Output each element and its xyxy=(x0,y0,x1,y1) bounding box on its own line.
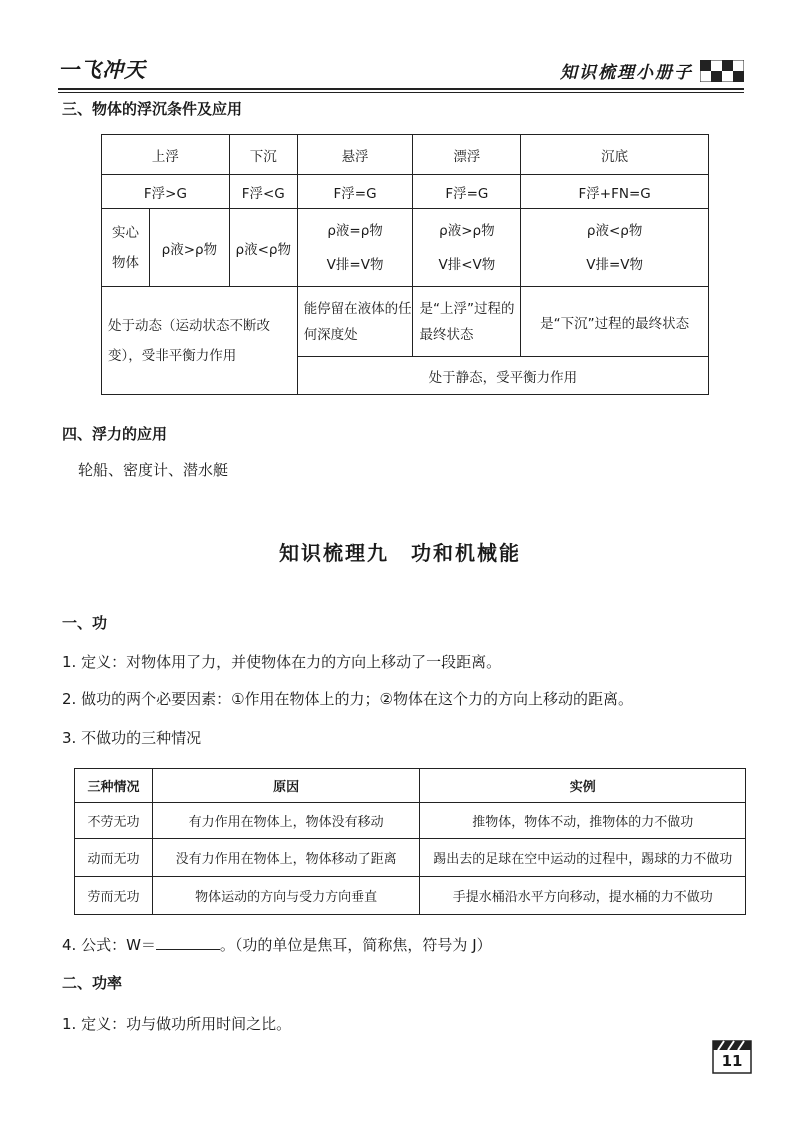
force-bottom: F浮+FN=G xyxy=(521,175,709,209)
reason-cell: 有力作用在物体上，物体没有移动 xyxy=(152,803,420,839)
col-rise: 上浮 xyxy=(102,135,230,175)
volume-suspend: V排=V物 xyxy=(326,256,384,273)
float-condition xyxy=(413,209,521,287)
checker-decoration-icon xyxy=(700,60,744,82)
force-rise: F浮>G xyxy=(102,175,230,209)
header-example: 实例 xyxy=(420,769,746,803)
bottom-condition xyxy=(521,209,709,287)
work-formula xyxy=(62,934,492,955)
col-suspend: 悬浮 xyxy=(297,135,413,175)
formula-prefix: 4. 公式：W＝ xyxy=(62,936,156,954)
case-cell: 劳而无功 xyxy=(75,877,153,915)
reason-cell: 物体运动的方向与受力方向垂直 xyxy=(152,877,420,915)
float-desc: 是“上浮”过程的最终状态 xyxy=(413,287,521,357)
table-row xyxy=(75,803,746,839)
dynamic-state-desc: 处于动态（运动状态不断改变），受非平衡力作用 xyxy=(102,287,298,395)
sink-desc: 是“下沉”过程的最终状态 xyxy=(521,287,709,357)
chapter-title: 知识梳理九 功和机械能 xyxy=(279,541,521,565)
header-rule xyxy=(58,88,744,90)
formula-blank[interactable] xyxy=(156,935,220,950)
density-rise: ρ液>ρ物 xyxy=(149,209,229,287)
case-cell: 不劳无功 xyxy=(75,803,153,839)
reason-cell: 没有力作用在物体上，物体移动了距离 xyxy=(152,839,420,877)
section4-heading: 四、浮力的应用 xyxy=(62,425,168,443)
force-float: F浮=G xyxy=(413,175,521,209)
no-work-heading: 3. 不做功的三种情况 xyxy=(62,729,202,747)
section4-content: 轮船、密度计、潜水艇 xyxy=(78,461,229,479)
example-cell: 推物体，物体不动，推物体的力不做功 xyxy=(420,803,746,839)
table-row xyxy=(75,839,746,877)
suspend-desc: 能停留在液体的任何深度处 xyxy=(297,287,413,357)
force-suspend: F浮=G xyxy=(297,175,413,209)
header-rule-thin xyxy=(58,92,744,93)
density-float: ρ液>ρ物 xyxy=(439,222,495,239)
density-suspend: ρ液=ρ物 xyxy=(327,222,383,239)
force-sink: F浮<G xyxy=(229,175,297,209)
col-float: 漂浮 xyxy=(413,135,521,175)
example-cell: 踢出去的足球在空中运动的过程中，踢球的力不做功 xyxy=(420,839,746,877)
col-sink: 下沉 xyxy=(229,135,297,175)
power-definition: 1. 定义：功与做功所用时间之比。 xyxy=(62,1015,292,1033)
volume-float: V排<V物 xyxy=(438,256,496,273)
work-factors: 2. 做功的两个必要因素：①作用在物体上的力；②物体在这个力的方向上移动的距离。 xyxy=(62,690,633,708)
density-bottom: ρ液<ρ物 xyxy=(586,222,643,239)
work-definition: 1. 定义：对物体用了力，并使物体在力的方向上移动了一段距离。 xyxy=(62,653,502,671)
static-state-desc: 处于静态，受平衡力作用 xyxy=(297,357,708,395)
header-reason: 原因 xyxy=(152,769,420,803)
example-cell: 手提水桶沿水平方向移动，提水桶的力不做功 xyxy=(420,877,746,915)
header-case: 三种情况 xyxy=(75,769,153,803)
volume-bottom: V排=V物 xyxy=(586,256,644,273)
formula-suffix: 。（功的单位是焦耳，简称焦，符号为 J） xyxy=(219,936,492,954)
booklet-title: 知识梳理小册子 xyxy=(560,63,693,83)
no-work-table xyxy=(74,768,746,915)
table-row xyxy=(75,877,746,915)
density-sink: ρ液<ρ物 xyxy=(229,209,297,287)
case-cell: 动而无功 xyxy=(75,839,153,877)
page-number: 11 xyxy=(721,1052,743,1070)
power-heading: 二、功率 xyxy=(62,974,123,992)
solid-object-label: 实心物体 xyxy=(102,209,150,287)
work-heading: 一、功 xyxy=(62,614,108,632)
brand-logo-text: 一飞冲天 xyxy=(58,58,146,82)
section3-heading: 三、物体的浮沉条件及应用 xyxy=(62,100,243,118)
col-bottom: 沉底 xyxy=(521,135,709,175)
buoyancy-conditions-table xyxy=(101,134,709,395)
suspend-condition xyxy=(297,209,413,287)
